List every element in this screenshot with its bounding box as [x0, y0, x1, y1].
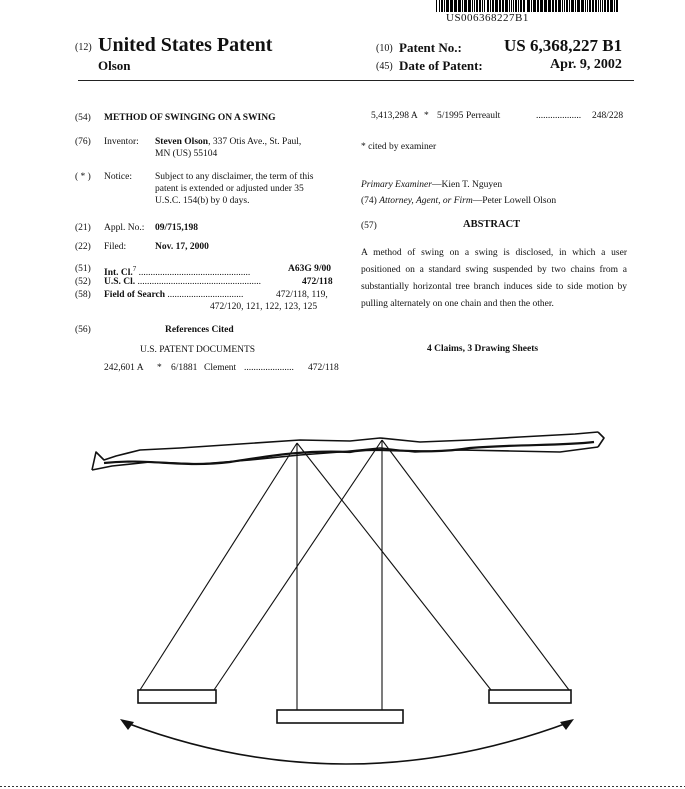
cited-by-examiner: * cited by examiner [361, 142, 437, 152]
ref1-number: 242,601 A [104, 363, 144, 373]
attorney-code: (74) [361, 196, 377, 206]
uscl-label: U.S. Cl. [104, 277, 136, 287]
page-edge [0, 786, 685, 787]
us-docs-title: U.S. PATENT DOCUMENTS [140, 345, 256, 355]
filed-date: Nov. 17, 2000 [155, 242, 209, 252]
field-value2: 472/120, 121, 122, 123, 125 [210, 302, 318, 312]
intcl-sup: 7 [132, 265, 137, 273]
attorney-label: Attorney, Agent, or Firm [379, 196, 473, 206]
inventor-code: (76) [75, 137, 91, 147]
patent-number: US 6,368,227 B1 [504, 36, 623, 55]
seat-left [138, 690, 216, 703]
uscl-value: 472/118 [302, 277, 333, 287]
motion-arc [124, 722, 570, 764]
patent-no-code: (10) [376, 43, 393, 54]
ref2-class: 248/228 [592, 111, 624, 121]
intcl-code: (51) [75, 264, 91, 274]
ref2-star: * [424, 111, 429, 121]
inventor-line2: MN (US) 55104 [155, 149, 218, 159]
inventor-address: , 337 Otis Ave., St. Paul, [208, 137, 302, 147]
appl-number: 09/715,198 [155, 223, 199, 233]
abstract-text: A method of swing on a swing is disclosed, in which a user positioned on a standard swing suspended by two chains from a substantially horizontal tree branch induces side to side motion by pulling alternately on one chain and then the other. [361, 248, 627, 309]
examiner-name: —Kien T. Nguyen [431, 180, 503, 190]
patent-date: Apr. 9, 2002 [550, 57, 622, 72]
field-dots: ................................ [167, 290, 244, 300]
chain-right-b [382, 440, 569, 690]
ref2-name: Perreault [466, 111, 501, 121]
ref1-star: * [157, 363, 162, 373]
chain-left-a [140, 443, 297, 690]
uscl-dots: .................................................... [137, 277, 262, 287]
notice-label: Notice: [104, 172, 132, 182]
intcl-dots: ............................................... [138, 268, 251, 279]
seat-right [489, 690, 571, 703]
refs-code: (56) [75, 325, 91, 335]
inventor-name: Steven Olson [155, 137, 209, 147]
ref1-class: 472/118 [308, 363, 339, 373]
chain-left-b [214, 440, 382, 690]
intcl-value: A63G 9/00 [288, 264, 332, 274]
abstract-title: ABSTRACT [463, 219, 521, 230]
kind-code: (12) [75, 42, 92, 53]
notice-code: ( * ) [75, 172, 91, 182]
ref1-name: Clement [204, 363, 237, 373]
invention-title: METHOD OF SWINGING ON A SWING [104, 113, 276, 123]
ref1-dots: ..................... [244, 363, 294, 373]
date-code: (45) [376, 61, 393, 72]
date-label: Date of Patent: [399, 58, 483, 73]
field-code: (58) [75, 290, 91, 300]
refs-title: References Cited [165, 325, 234, 335]
appl-label: Appl. No.: [104, 223, 145, 233]
filed-code: (22) [75, 242, 91, 252]
ref2-date: 5/1995 [437, 111, 464, 121]
branch-bottom-outline [92, 447, 598, 470]
notice-line1: Subject to any disclaimer, the term of this [155, 172, 314, 182]
notice-line2: patent is extended or adjusted under 35 [155, 184, 304, 194]
patent-type-title: United States Patent [98, 34, 273, 56]
branch-end [598, 432, 604, 447]
ref2-dots: ................... [536, 111, 582, 121]
uscl-code: (52) [75, 277, 91, 287]
inventor-surname: Olson [98, 58, 131, 73]
chain-right-a [297, 443, 491, 690]
appl-code: (21) [75, 223, 91, 233]
attorney-name: —Peter Lowell Olson [472, 196, 557, 206]
document-number: US006368227B1 [446, 12, 529, 24]
filed-label: Filed: [104, 242, 127, 252]
claims-summary: 4 Claims, 3 Drawing Sheets [427, 344, 539, 354]
ref1-date: 6/1881 [171, 363, 198, 373]
inventor-label: Inventor: [104, 137, 139, 147]
field-value1: 472/118, 119, [276, 290, 328, 300]
intcl-label: Int. Cl. [104, 268, 133, 279]
seat-center [277, 710, 403, 723]
notice-line3: U.S.C. 154(b) by 0 days. [155, 196, 250, 206]
branch-grain [104, 442, 594, 464]
arrowhead-left [120, 719, 134, 730]
patent-no-label: Patent No.: [399, 40, 462, 55]
ref2-number: 5,413,298 A [371, 111, 418, 121]
examiner-label: Primary Examiner [361, 180, 432, 190]
field-label: Field of Search [104, 290, 166, 300]
arrowhead-right [560, 719, 574, 730]
abstract-code: (57) [361, 221, 377, 231]
title-code: (54) [75, 113, 91, 123]
